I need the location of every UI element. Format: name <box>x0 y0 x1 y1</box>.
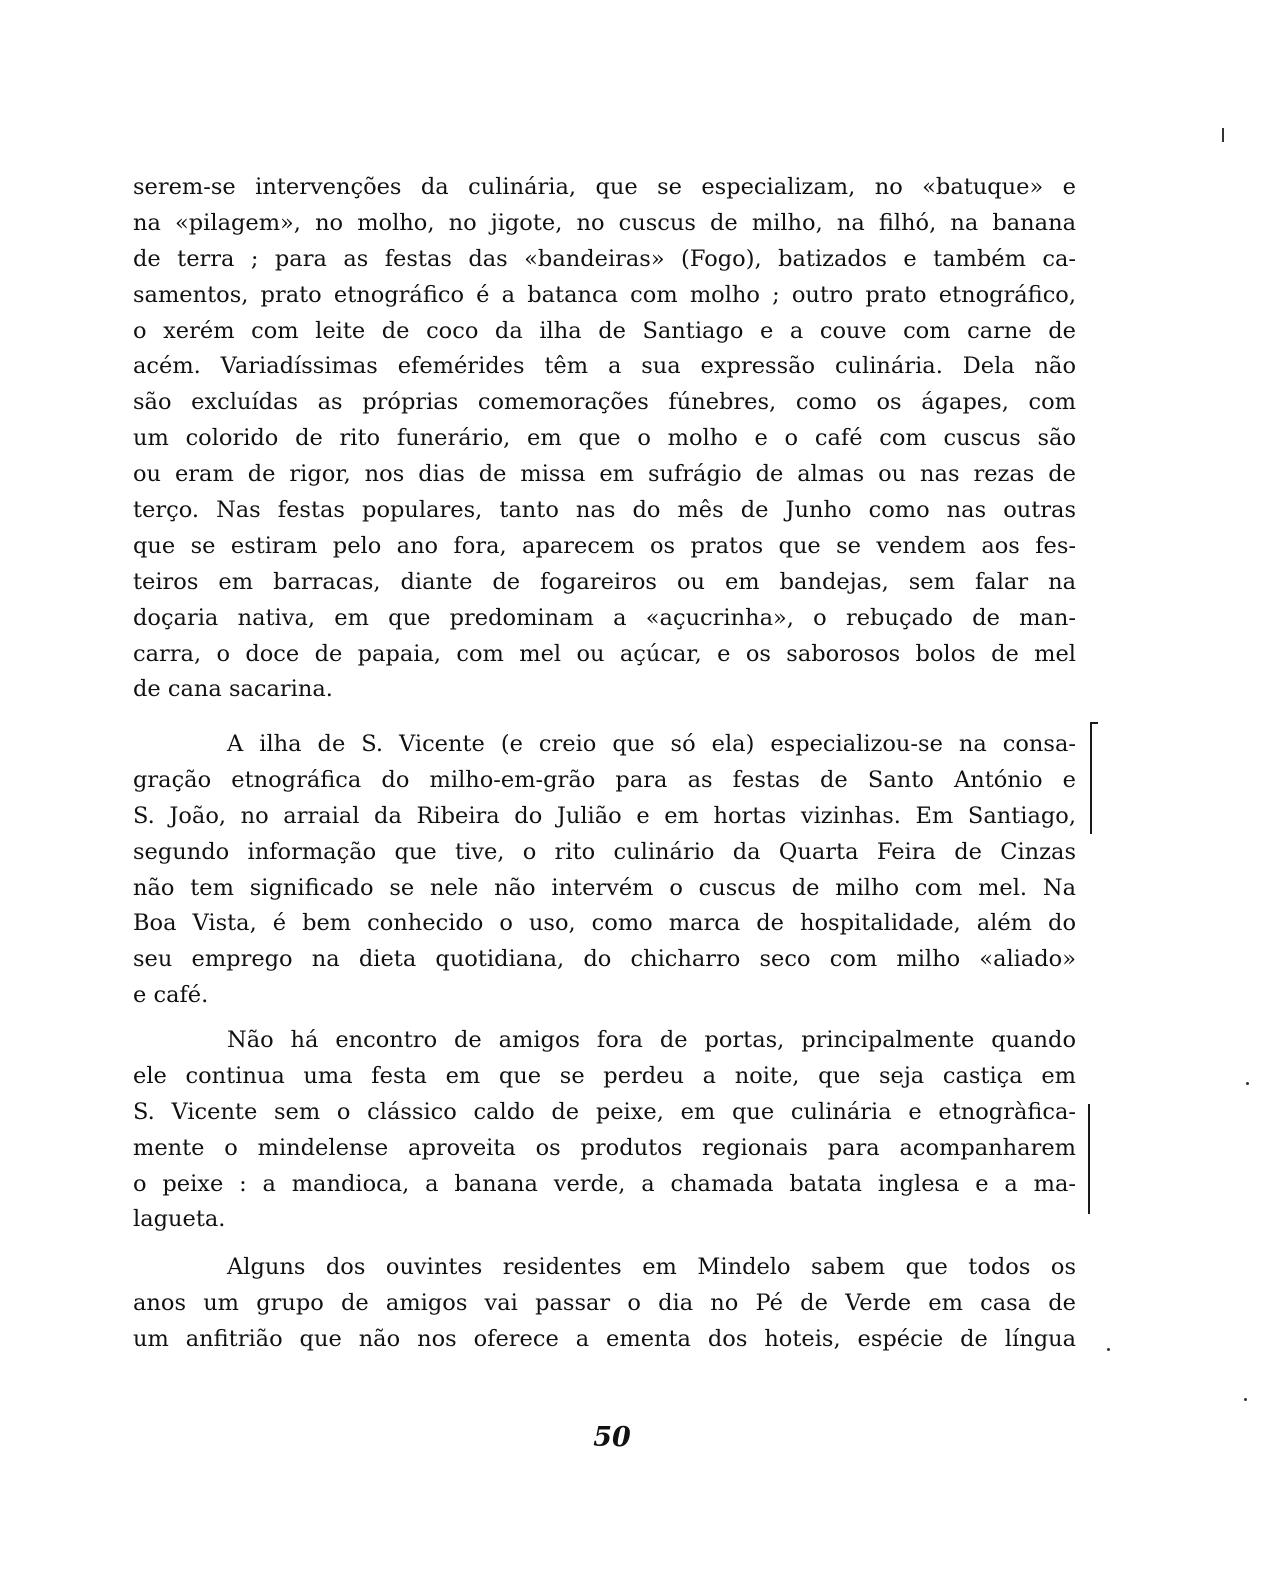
text-line: na «pilagem», no molho, no jigote, no cuscus de milho, na filhó, na banana <box>133 209 1076 236</box>
text-line: seu emprego na dieta quotidiana, do chicharro seco com milho «aliado» <box>133 946 1076 973</box>
paragraph-4 <box>133 1250 1076 1358</box>
text-line: o peixe : a mandioca, a banana verde, a chamada batata inglesa e a ma- <box>133 1170 1076 1197</box>
scan-speck <box>1246 1082 1249 1085</box>
paragraph-2 <box>133 727 1076 1014</box>
text-line: serem-se intervenções da culinária, que se especializam, no «batuque» e <box>133 174 1076 200</box>
paragraph-3 <box>133 1023 1076 1238</box>
text-line: teiros em barracas, diante de fogareiros ou em bandejas, sem falar na <box>133 568 1076 595</box>
text-line: um colorido de rito funerário, em que o molho e o café com cuscus são <box>133 425 1076 452</box>
page-number: 50 <box>593 1422 631 1453</box>
text-line: carra, o doce de papaia, com mel ou açúcar, e os saborosos bolos de mel <box>133 640 1076 667</box>
text-line: e café. <box>133 982 209 1009</box>
text-line: Não há encontro de amigos fora de portas, principalmente quando <box>227 1027 1076 1053</box>
text-line: o xerém com leite de coco da ilha de Santiago e a couve com carne de <box>133 317 1076 344</box>
scan-speck <box>1244 1398 1247 1401</box>
paragraph-1 <box>133 170 1076 708</box>
text-line: de terra ; para as festas das «bandeiras» (Fogo), batizados e também ca- <box>133 245 1076 272</box>
text-line: A ilha de S. Vicente (e creio que só ela) especializou-se na consa- <box>227 731 1076 757</box>
text-line: um anfitrião que não nos oferece a ementa dos hoteis, espécie de língua <box>133 1325 1076 1352</box>
text-line: terço. Nas festas populares, tanto nas do mês de Junho como nas outras <box>133 497 1076 524</box>
text-line: samentos, prato etnográfico é a batanca com molho ; outro prato etnográfico, <box>133 281 1076 308</box>
text-line: segundo informação que tive, o rito culinário da Quarta Feira de Cinzas <box>133 838 1076 865</box>
text-line: lagueta. <box>133 1206 226 1233</box>
text-line: ele continua uma festa em que se perdeu a noite, que seja castiça em <box>133 1062 1076 1089</box>
text-line: que se estiram pelo ano fora, aparecem os pratos que se vendem aos fes- <box>133 532 1076 559</box>
scan-speck <box>1222 128 1224 142</box>
text-line: de cana sacarina. <box>133 676 333 703</box>
text-line: S. João, no arraial da Ribeira do Julião e em hortas vizinhas. Em Santiago, <box>133 802 1076 829</box>
text-line: Alguns dos ouvintes residentes em Mindelo sabem que todos os <box>227 1254 1076 1280</box>
margin-bracket-mark <box>1090 722 1092 834</box>
text-line: ou eram de rigor, nos dias de missa em sufrágio de almas ou nas rezas de <box>133 461 1076 488</box>
text-line: acém. Variadíssimas efemérides têm a sua expressão culinária. Dela não <box>133 353 1076 380</box>
text-line: gração etnográfica do milho-em-grão para as festas de Santo António e <box>133 766 1076 793</box>
text-line: mente o mindelense aproveita os produtos regionais para acompanharem <box>133 1134 1076 1161</box>
margin-bracket-mark <box>1088 1104 1090 1214</box>
text-line: anos um grupo de amigos vai passar o dia no Pé de Verde em casa de <box>133 1289 1076 1316</box>
text-line: são excluídas as próprias comemorações fúnebres, como os ágapes, com <box>133 389 1076 416</box>
text-line: Boa Vista, é bem conhecido o uso, como marca de hospitalidade, além do <box>133 910 1076 937</box>
scan-speck <box>1107 1348 1110 1351</box>
text-line: doçaria nativa, em que predominam a «açucrinha», o rebuçado de man- <box>133 604 1076 631</box>
text-line: não tem significado se nele não intervém o cuscus de milho com mel. Na <box>133 874 1076 901</box>
margin-bracket-tick <box>1090 722 1098 724</box>
text-line: S. Vicente sem o clássico caldo de peixe, em que culinária e etnogràfica- <box>133 1098 1076 1125</box>
